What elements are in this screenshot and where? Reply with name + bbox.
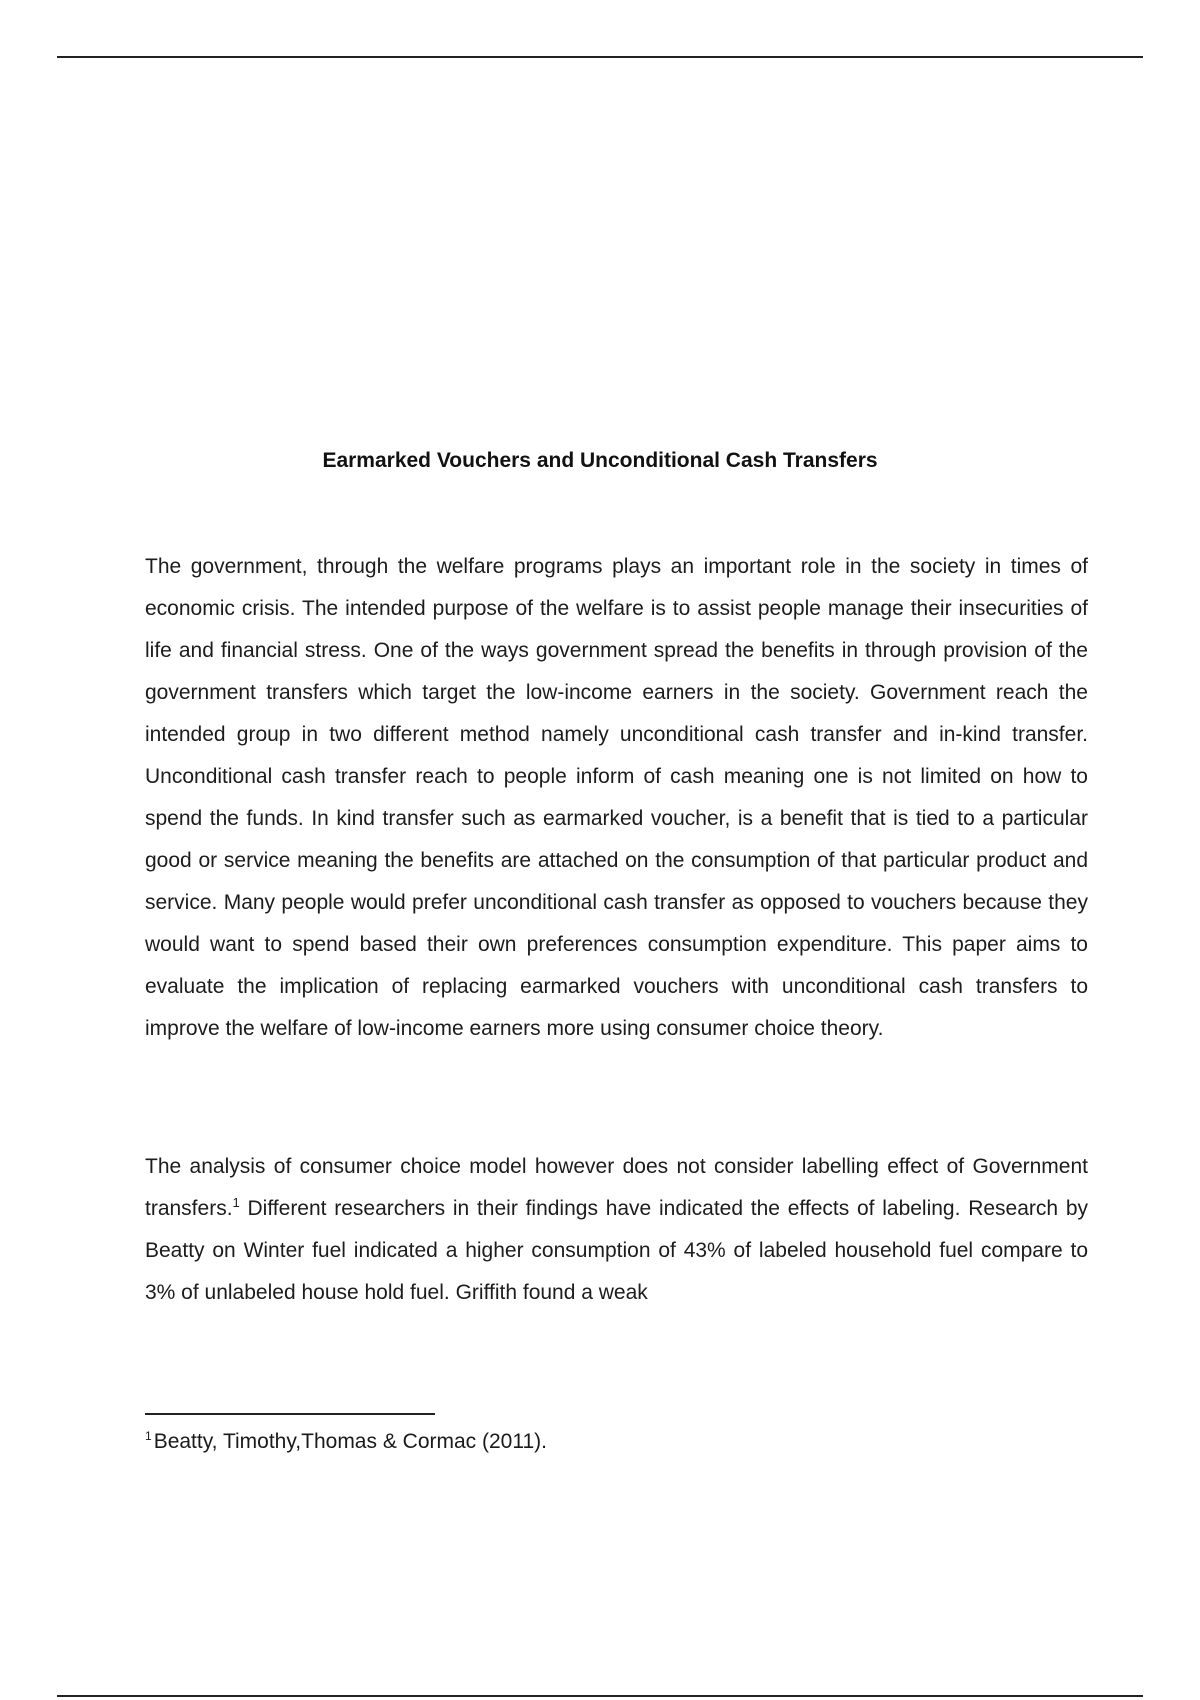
header-rule [57,56,1143,58]
paragraph-2-text-end: Different researchers in their findings have indicated the effects of labeling. Research by Beatty on Winter fuel indicated a higher consumption of 43% of labeled household fuel compare to 3% of unlabeled house hold fuel. Griffith found a weak [145,1197,1088,1304]
footnote-separator [145,1413,435,1415]
footnote-mark: 1 [145,1429,152,1443]
footnote [145,1428,547,1456]
document-title: Earmarked Vouchers and Unconditional Cash Transfers [322,449,878,473]
footnote-reference[interactable]: 1 [232,1195,240,1210]
body-paragraph-2 [145,1146,1088,1314]
paragraph-2-text-start: The analysis of consumer choice model however does not consider labelling effect of Government transfers. [145,1155,1088,1220]
footer-rule [57,1695,1143,1697]
footnote-text: Beatty, Timothy,Thomas & Cormac (2011). [153,1430,547,1453]
body-paragraph-1: The government, through the welfare programs plays an important role in the society in times of economic crisis. The intended purpose of the welfare is to assist people manage their insecurities of life and financial stress. One of the ways government spread the benefits in through provision of the government transfers which target the low-income earners in the society. Government reach the intended group in two different method namely unconditional cash transfer and in-kind transfer. Unconditional cash transfer reach to people inform of cash meaning one is not limited on how to spend the funds. In kind transfer such as earmarked voucher, is a benefit that is tied to a particular good or service meaning the benefits are attached on the consumption of that particular product and service. Many people would prefer unconditional cash transfer as opposed to vouchers because they would want to spend based their own preferences consumption expenditure. This paper aims to evaluate the implication of replacing earmarked vouchers with unconditional cash transfers to improve the welfare of low-income earners more using consumer choice theory. [145,555,1088,1040]
